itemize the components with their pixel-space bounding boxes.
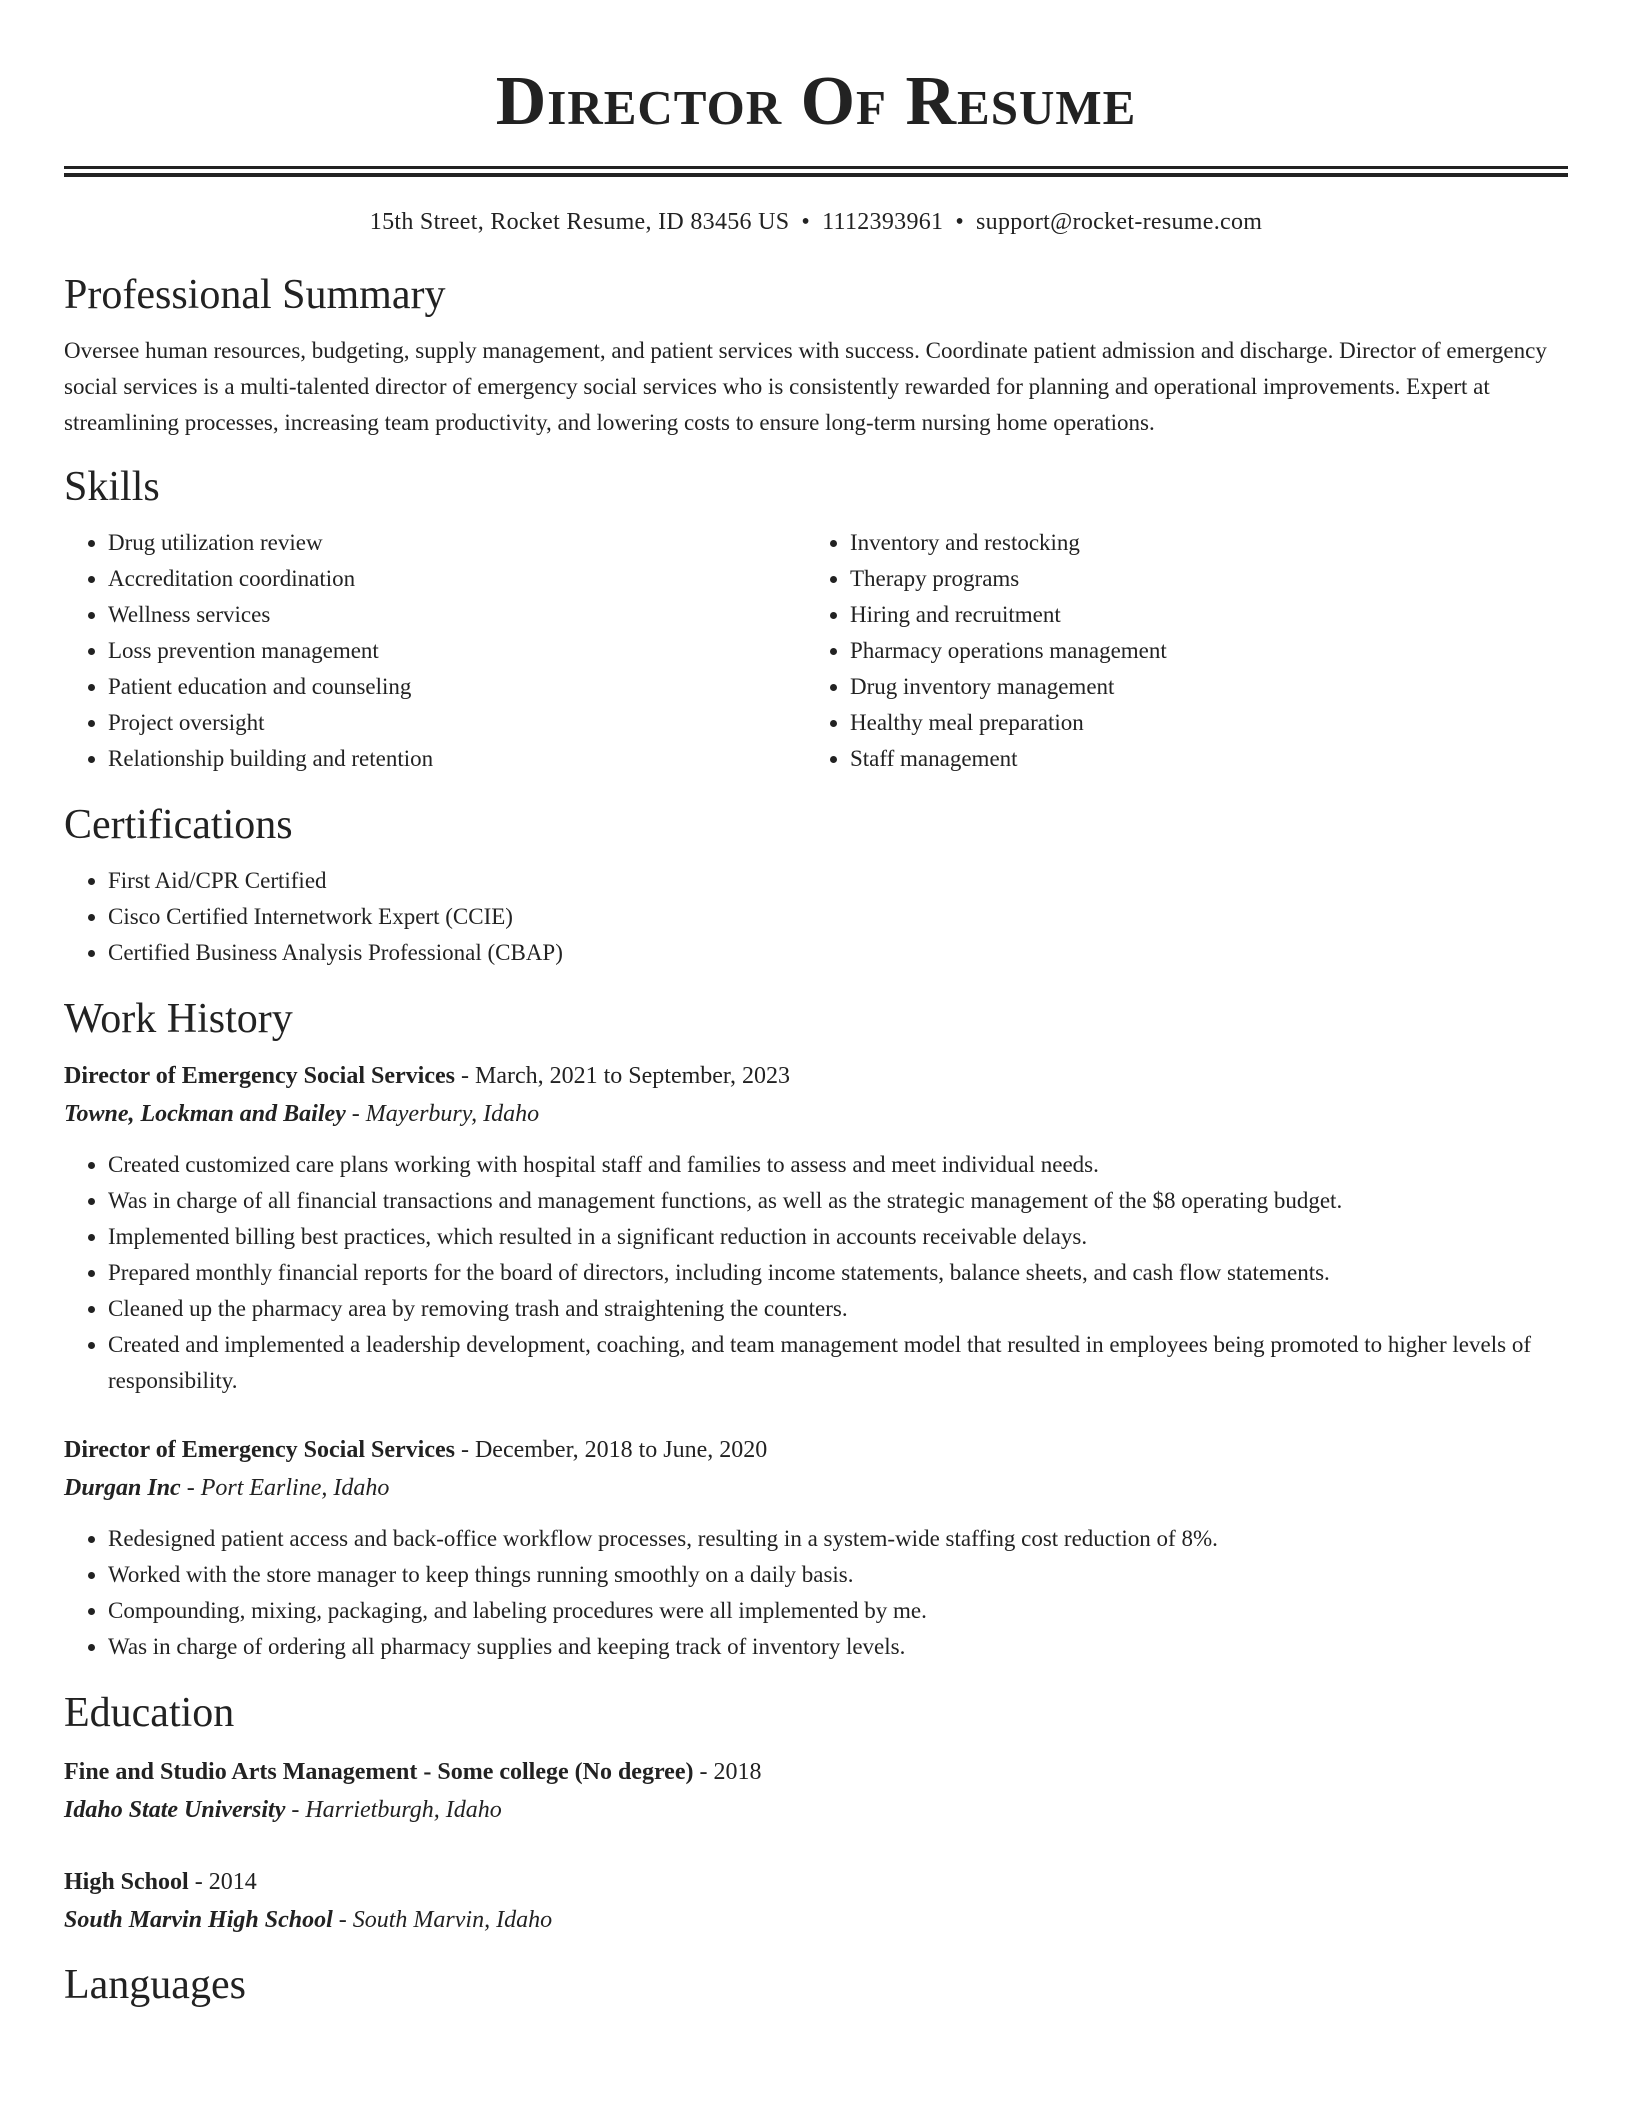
contact-line bbox=[64, 207, 1568, 237]
skill-item: • Inventory and restocking bbox=[850, 525, 1548, 561]
job-bullet: • Redesigned patient access and back-office workflow processes, resulting in a system-wide staffing cost reduction of 8%. bbox=[108, 1521, 1568, 1557]
work-history-heading: Work History bbox=[64, 996, 293, 1042]
job-bullet: • Was in charge of all financial transactions and management functions, as well as the strategic management of the $8 operating budget. bbox=[108, 1183, 1568, 1219]
education-school-line bbox=[64, 1791, 1568, 1829]
education-school-line bbox=[64, 1901, 1568, 1939]
job-bullet: • Was in charge of ordering all pharmacy supplies and keeping track of inventory levels. bbox=[108, 1629, 1568, 1665]
job-title-line bbox=[64, 1431, 1568, 1469]
education-location: - South Marvin, Idaho bbox=[332, 1907, 553, 1933]
skill-item: • Relationship building and retention bbox=[108, 741, 806, 777]
skill-item: • Hiring and recruitment bbox=[850, 597, 1548, 633]
skill-item: • Staff management bbox=[850, 741, 1548, 777]
job-location: - Port Earline, Idaho bbox=[180, 1475, 390, 1501]
skill-item: • Therapy programs bbox=[850, 561, 1548, 597]
skill-item: • Pharmacy operations management bbox=[850, 633, 1548, 669]
education-school: Idaho State University bbox=[64, 1797, 286, 1823]
education-degree: High School bbox=[64, 1869, 189, 1895]
skill-item: • Loss prevention management bbox=[108, 633, 806, 669]
job-title-line bbox=[64, 1057, 1568, 1095]
certification-item: • Cisco Certified Internetwork Expert (CCIE) bbox=[108, 899, 1568, 935]
skill-item: • Patient education and counseling bbox=[108, 669, 806, 705]
languages-heading: Languages bbox=[64, 1962, 246, 2008]
job-bullet: • Cleaned up the pharmacy area by removing trash and straightening the counters. bbox=[108, 1291, 1568, 1327]
resume-page bbox=[64, 0, 1568, 2011]
education-entry bbox=[64, 1863, 1568, 1939]
skill-item: • Drug utilization review bbox=[108, 525, 806, 561]
job-entry bbox=[64, 1431, 1568, 1665]
job-bullet: • Worked with the store manager to keep things running smoothly on a daily basis. bbox=[108, 1557, 1568, 1593]
skill-item: • Healthy meal preparation bbox=[850, 705, 1548, 741]
job-company-line bbox=[64, 1469, 1568, 1507]
job-company-line bbox=[64, 1095, 1568, 1133]
contact-separator: • bbox=[801, 209, 811, 235]
education-entry bbox=[64, 1753, 1568, 1829]
header-double-rule bbox=[64, 166, 1568, 177]
skill-item: • Accreditation coordination bbox=[108, 561, 806, 597]
skills-column-right bbox=[806, 525, 1548, 777]
education-degree: Fine and Studio Arts Management - Some college (No degree) bbox=[64, 1759, 694, 1785]
education-location: - Harrietburgh, Idaho bbox=[285, 1797, 502, 1823]
job-role: Director of Emergency Social Services bbox=[64, 1063, 455, 1089]
skills-column-left bbox=[64, 525, 806, 777]
education-year: - 2018 bbox=[693, 1759, 762, 1785]
skill-item: • Drug inventory management bbox=[850, 669, 1548, 705]
certification-item: • First Aid/CPR Certified bbox=[108, 863, 1568, 899]
job-bullets bbox=[64, 1147, 1568, 1399]
summary-text: Oversee human resources, budgeting, supply management, and patient services with success. Coordinate patient admission and discharge. Director of emergency social services is a multi-talented director of emergency social services who is consistently rewarded for planning and operational improvements. Expert at streamlining processes, increasing team productivity, and lowering costs to ensure long-term nursing home operations. bbox=[64, 338, 1547, 435]
contact-email: support@rocket-resume.com bbox=[976, 209, 1263, 235]
skill-item: • Project oversight bbox=[108, 705, 806, 741]
certification-item: • Certified Business Analysis Professional (CBAP) bbox=[108, 935, 1568, 971]
resume-name: Director Of Resume bbox=[495, 63, 1137, 140]
education-degree-line bbox=[64, 1753, 1568, 1791]
job-company: Durgan Inc bbox=[64, 1475, 181, 1501]
job-company: Towne, Lockman and Bailey bbox=[64, 1101, 346, 1127]
job-bullet: • Created customized care plans working with hospital staff and families to assess and meet individual needs. bbox=[108, 1147, 1568, 1183]
education-year: - 2014 bbox=[188, 1869, 257, 1895]
job-dates: - December, 2018 to June, 2020 bbox=[454, 1437, 768, 1463]
education-heading: Education bbox=[64, 1690, 235, 1736]
job-dates: - March, 2021 to September, 2023 bbox=[454, 1063, 790, 1089]
job-location: - Mayerbury, Idaho bbox=[345, 1101, 540, 1127]
skill-item: • Wellness services bbox=[108, 597, 806, 633]
contact-separator: • bbox=[955, 209, 965, 235]
job-role: Director of Emergency Social Services bbox=[64, 1437, 455, 1463]
certifications-list bbox=[64, 863, 1568, 971]
job-bullet: • Created and implemented a leadership development, coaching, and team management model that resulted in employees being promoted to higher levels of responsibility. bbox=[108, 1327, 1568, 1399]
job-bullets bbox=[64, 1521, 1568, 1665]
skills-heading: Skills bbox=[64, 464, 160, 510]
job-bullet: • Implemented billing best practices, which resulted in a significant reduction in accounts receivable delays. bbox=[108, 1219, 1568, 1255]
contact-phone: 1112393961 bbox=[822, 209, 944, 235]
job-bullet: • Compounding, mixing, packaging, and labeling procedures were all implemented by me. bbox=[108, 1593, 1568, 1629]
contact-address: 15th Street, Rocket Resume, ID 83456 US bbox=[369, 209, 790, 235]
summary-heading: Professional Summary bbox=[64, 272, 446, 318]
job-bullet: • Prepared monthly financial reports for the board of directors, including income statements, balance sheets, and cash flow statements. bbox=[108, 1255, 1568, 1291]
skills-list bbox=[64, 525, 1568, 777]
education-degree-line bbox=[64, 1863, 1568, 1901]
job-entry bbox=[64, 1057, 1568, 1399]
education-school: South Marvin High School bbox=[64, 1907, 333, 1933]
certifications-heading: Certifications bbox=[64, 802, 293, 848]
